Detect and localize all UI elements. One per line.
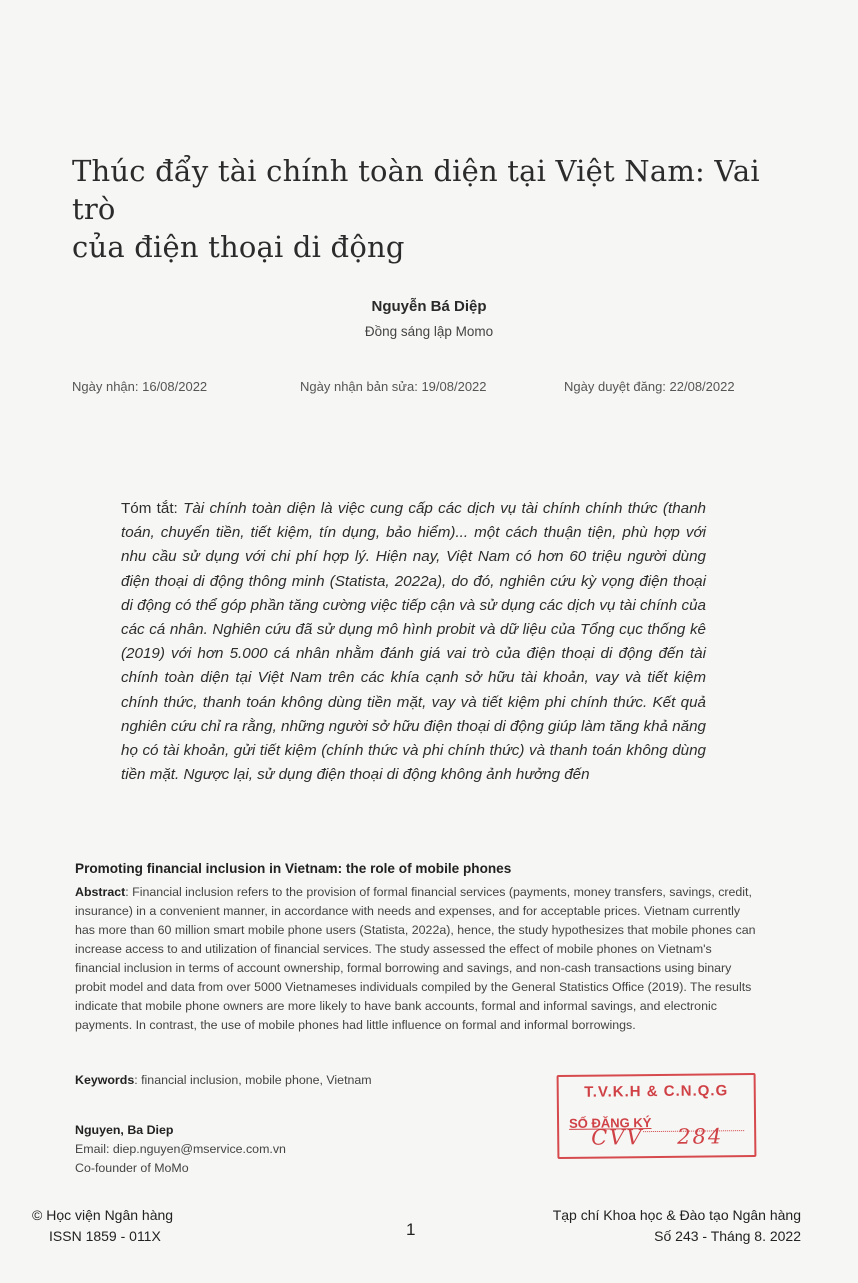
title-line-2: của điện thoại di động	[72, 230, 405, 264]
keywords-label: Keywords	[75, 1073, 135, 1087]
english-title: Promoting financial inclusion in Vietnam: the role of mobile phones	[75, 861, 512, 876]
summary-label: Tóm tắt:	[121, 500, 184, 517]
footer-publisher: © Học viện Ngân hàng	[32, 1207, 174, 1223]
author-affiliation: Đồng sáng lập Momo	[364, 324, 494, 339]
registration-stamp	[557, 1073, 757, 1159]
footer-issue: Số 243 - Tháng 8. 2022	[654, 1228, 801, 1244]
stamp-reg-number: 284	[677, 1124, 724, 1149]
keywords	[75, 1073, 372, 1087]
vietnamese-summary	[121, 497, 706, 787]
stamp-reg-code: CVV	[591, 1125, 644, 1150]
author-name: Nguyễn Bá Diệp	[371, 298, 487, 315]
page-number: 1	[406, 1220, 416, 1239]
abstract-text: : Financial inclusion refers to the provision of formal financial services (payments, money transfers, savings, credit, insurance) in a convenient manner, in accordance with needs and expenses, and for acceptable prices. Vietnam currently has more than 60 million smart mobile phone users (Statista, 2022a), hence, the study hypothesizes that mobile phones can increase access to and utilization of financial services. The study assessed the effect of mobile phones on Vietnam's financial inclusion in terms of account ownership, formal borrowing and savings, and non-cash transactions using binary probit model and data from over 5000 Vietnameses individuals compiled by the General Statistics Office (2019). The results indicate that mobile phone owners are more likely to have bank accounts, formal and informal savings, and electronic payments. In contrast, the use of mobile phones had little influence on formal and informal borrowings.	[75, 885, 756, 1032]
keywords-text: : financial inclusion, mobile phone, Vietnam	[134, 1073, 372, 1087]
footer-journal: Tạp chí Khoa học & Đào tạo Ngân hàng	[552, 1207, 801, 1223]
footer-issn: ISSN 1859 - 011X	[49, 1228, 161, 1244]
stamp-reg-label: SỐ ĐĂNG KÝ	[568, 1115, 652, 1131]
summary-text: Tài chính toàn diện là việc cung cấp các dịch vụ tài chính chính thức (thanh toán, chuyển tiền, tiết kiệm, tín dụng, bảo hiểm)... một cách thuận tiện, phù hợp với nhu cầu sử dụng với chi phí hợp lý. Hiện nay, Việt Nam có hơn 60 triệu người dùng điện thoại di động thông minh (Statista, 2022a), do đó, nghiên cứu kỳ vọng điện thoại di động có thể góp phần tăng cường việc tiếp cận và sử dụng các dịch vụ tài chính của các cá nhân. Nghiên cứu đã sử dụng mô hình probit và dữ liệu của Tổng cục thống kê (2019) với hơn 5.000 cá nhân nhằm đánh giá vai trò của điện thoại di động đến tài chính toàn diện tại Việt Nam trên các khía cạnh sở hữu tài khoản, vay và tiết kiệm chính thức, thanh toán không dùng tiền mặt, vay và tiết kiệm phi chính thức. Kết quả nghiên cứu chỉ ra rằng, những người sở hữu điện thoại di động giúp làm tăng khả năng họ có tài khoản, gửi tiết kiệm (chính thức và phi chính thức) và thanh toán không dùng tiền mặt. Ngược lại, sử dụng điện thoại di động không ảnh hưởng đến	[121, 500, 706, 784]
date-accepted: Ngày duyệt đăng: 22/08/2022	[564, 379, 735, 394]
stamp-org: T.V.K.H & C.N.Q.G	[584, 1082, 729, 1101]
date-revised: Ngày nhận bản sửa: 19/08/2022	[300, 379, 487, 394]
author-contact	[75, 1121, 286, 1178]
contact-name: Nguyen, Ba Diep	[75, 1123, 174, 1137]
article-title	[72, 152, 792, 266]
date-received: Ngày nhận: 16/08/2022	[72, 379, 208, 394]
contact-email[interactable]: Email: diep.nguyen@mservice.com.vn	[75, 1142, 286, 1156]
abstract-label: Abstract	[75, 885, 126, 899]
title-line-1: Thúc đẩy tài chính toàn diện tại Việt Nam: Vai trò	[72, 154, 760, 226]
english-abstract	[75, 883, 758, 1035]
contact-role: Co-founder of MoMo	[75, 1161, 189, 1175]
